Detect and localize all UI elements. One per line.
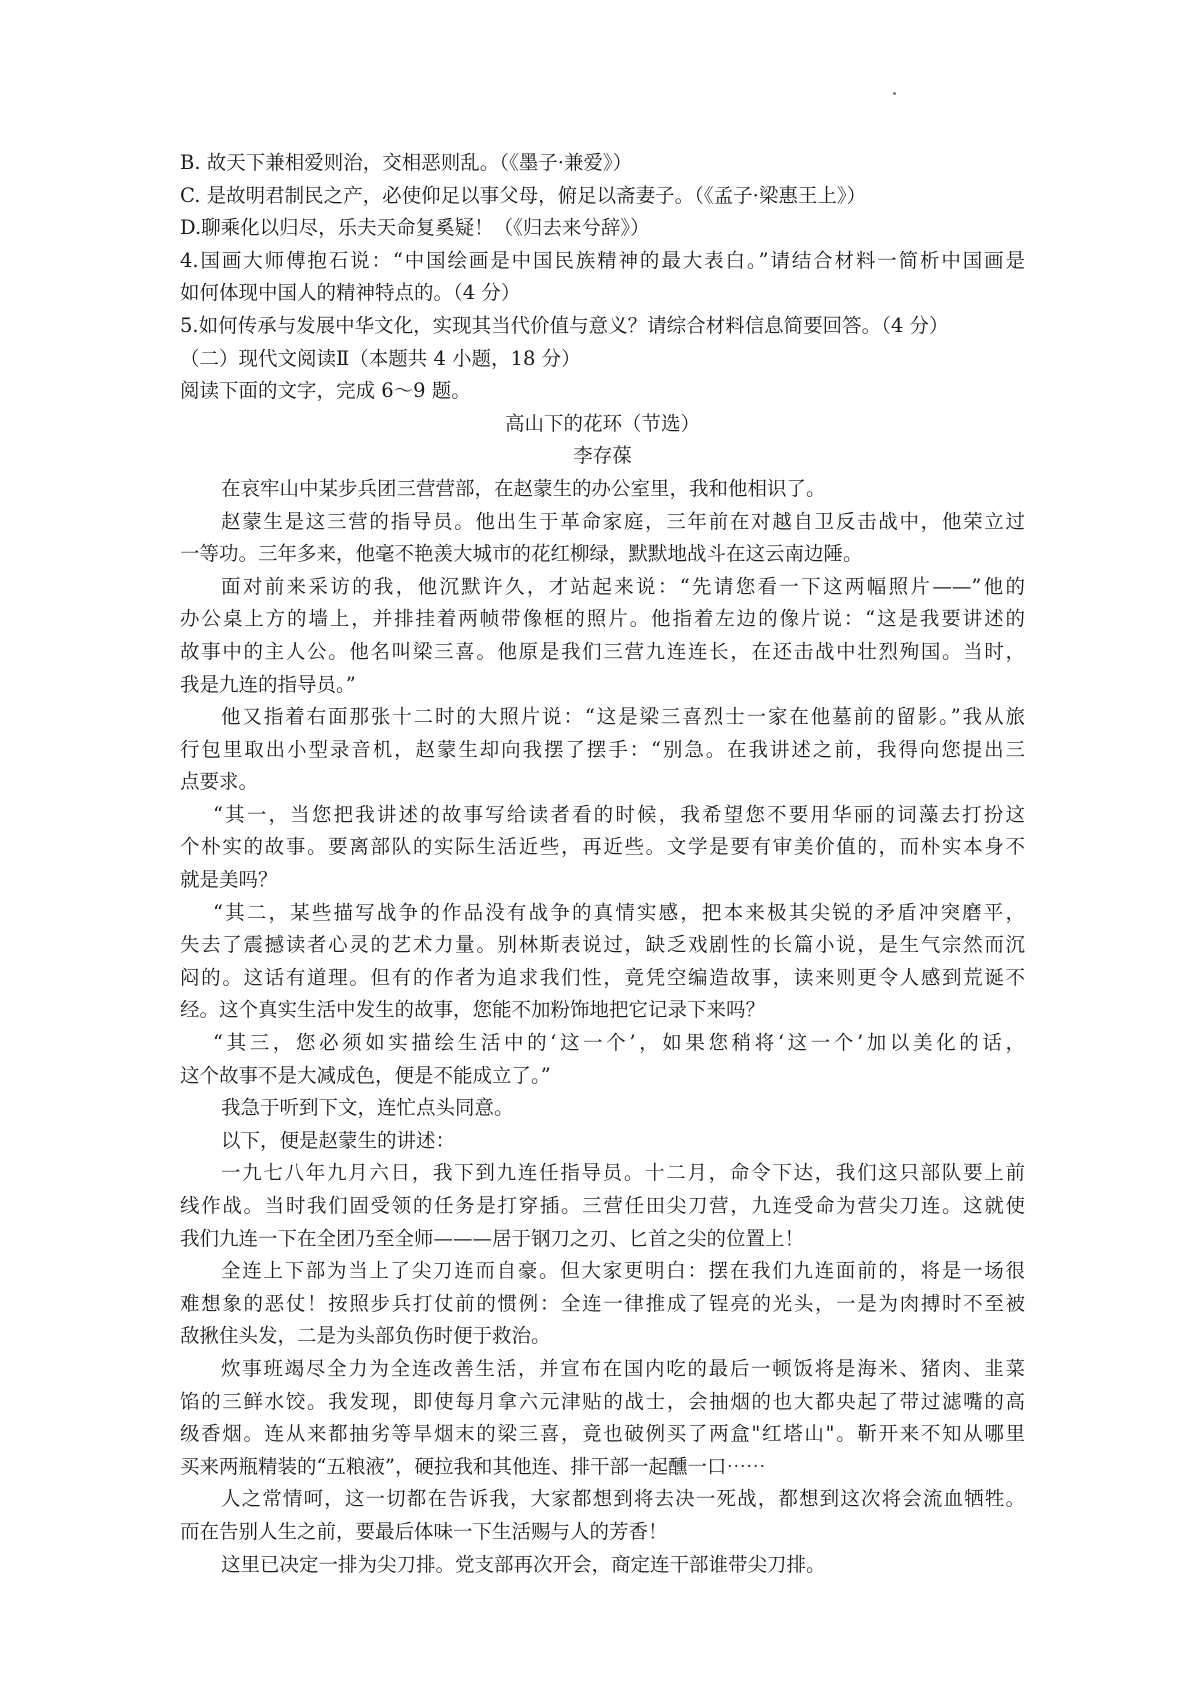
question-4-line-1: 4.国画大师傅抱石说：“中国绘画是中国民族精神的最大表白。”请结合材料一简析中国画是: [180, 248, 1025, 272]
passage-line: 办公桌上方的墙上，并排挂着两帧带像框的照片。他指着左边的像片说：“这是我要讲述的: [180, 607, 1025, 631]
passage-line: 馅的三鲜水饺。我发现，即使每月拿六元津贴的战士，会抽烟的也大都央起了带过滤嘴的高: [180, 1389, 1025, 1413]
passage-line: 一九七八年九月六日，我下到九连任指导员。十二月，命令下达，我们这只部队要上前: [221, 1161, 1025, 1185]
section-heading: （二）现代文阅读Ⅱ（本题共 4 小题，18 分）: [180, 346, 581, 370]
option-d: D.聊乘化以归尽，乐夫天命复奚疑！（《归去来兮辞》）: [180, 216, 650, 240]
passage-line: 行包里取出小型录音机，赵蒙生却向我摆了摆手：“别急。在我讲述之前，我得向您提出三: [180, 737, 1025, 761]
passage-line: 我们九连一下在全团乃至全师———居于钢刀之刃、匕首之尖的位置上！: [180, 1226, 805, 1250]
passage-line: 我急于听到下文，连忙点头同意。: [221, 1096, 514, 1120]
passage-line: 故事中的主人公。他名叫梁三喜。他原是我们三营九连连长，在还击战中壮烈殉国。当时，: [180, 639, 1025, 663]
passage-line: 这个故事不是大减成色，便是不能成立了。”: [180, 1063, 551, 1087]
passage-line: 失去了震撼读者心灵的艺术力量。别林斯表说过，缺乏戏剧性的长篇小说，是生气宗然而沉: [180, 933, 1025, 957]
passage-line: 人之常情呵，这一切都在告诉我，大家都想到将去决一死战，都想到这次将会流血牺牲。: [221, 1487, 1025, 1511]
passage-line: 以下，便是赵蒙生的讲述：: [221, 1128, 456, 1152]
passage-line: 经。这个真实生活中发生的故事，您能不加粉饰地把它记录下来吗？: [180, 998, 766, 1022]
passage-line: 就是美吗？: [180, 868, 278, 892]
option-c: C. 是故明君制民之产，必使仰足以事父母，俯足以斋妻子。（《孟子·梁惠王上》）: [180, 183, 867, 207]
passage-line: 难想象的恶仗！按照步兵打仗前的惯例：全连一律推成了锃亮的光头，一是为肉搏时不至被: [180, 1291, 1025, 1315]
reading-instruction: 阅读下面的文字，完成 6～9 题。: [180, 379, 471, 403]
question-4-line-2: 如何体现中国人的精神特点的。（4 分）: [180, 281, 521, 305]
passage-line: 赵蒙生是这三营的指导员。他出生于革命家庭，三年前在对越自卫反击战中，他荣立过: [221, 509, 1025, 533]
passage-line: “其三，您必须如实描绘生活中的‘这一个’，如果您稍将‘这一个’加以美化的话，: [213, 1031, 1025, 1055]
passage-line: 而在告别人生之前，要最后体味一下生活赐与人的芳香！: [180, 1519, 668, 1543]
passage-line: 闷的。这话有道理。但有的作者为追求我们性，竟凭空编造故事，读来则更令人感到荒诞不: [180, 965, 1025, 989]
passage-line: 我是九连的指导员。”: [180, 672, 356, 696]
scan-dot: [893, 92, 896, 95]
passage-line: 这里已决定一排为尖刀排。党支部再次开会，商定连干部谁带尖刀排。: [221, 1552, 826, 1576]
passage-text: [180, 473, 1025, 1581]
passage-title: 高山下的花环（节选）: [504, 411, 700, 435]
passage-line: 一等功。三年多来，他毫不艳羡大城市的花红柳绿，默默地战斗在这云南边陲。: [180, 542, 863, 566]
passage-line: 点要求。: [180, 770, 259, 794]
passage-author: 李存葆: [573, 444, 632, 468]
passage-line: 全连上下部为当上了尖刀连而自豪。但大家更明白：摆在我们九连面前的，将是一场很: [221, 1259, 1025, 1283]
option-b: B. 故天下兼相爱则治，交相恶则乱。（《墨子·兼爱》）: [180, 151, 633, 174]
passage-line: 级香烟。连从来都抽劣等旱烟末的梁三喜，竟也破例买了两盒"红塔山"。靳开来不知从哪里: [180, 1422, 1025, 1446]
passage-line: “其二，某些描写战争的作品没有战争的真情实感，把本来极其尖锐的矛盾冲突磨平，: [213, 900, 1025, 924]
passage-line: 线作战。当时我们固受领的任务是打穿插。三营任田尖刀营，九连受命为营尖刀连。这就使: [180, 1194, 1025, 1217]
passage-line: 在哀牢山中某步兵团三营营部，在赵蒙生的办公室里，我和他相识了。: [221, 476, 826, 500]
passage-line: 他又指着右面那张十二时的大照片说：“这是梁三喜烈士一家在他墓前的留影。”我从旅: [221, 705, 1025, 729]
passage-line: 买来两瓶精装的“五粮液”，硬拉我和其他连、排干部一起醺一口⋯⋯: [180, 1454, 766, 1478]
passage-line: 个朴实的故事。要离部队的实际生活近些，再近些。文学是要有审美价值的，而朴实本身不: [180, 835, 1025, 859]
passage-line: “其一，当您把我讲述的故事写给读者看的时候，我希望您不要用华丽的词藻去打扮这: [213, 802, 1025, 826]
passage-line: 敌揪住头发，二是为头部负伤时便于救治。: [180, 1324, 551, 1348]
passage-line: 面对前来采访的我，他沉默许久，才站起来说：“先请您看一下这两幅照片——”他的: [221, 574, 1025, 598]
passage-line: 炊事班竭尽全力为全连改善生活，并宣布在国内吃的最后一顿饭将是海米、猪肉、韭菜: [221, 1356, 1025, 1380]
document-body: [180, 147, 1025, 1581]
question-5: 5.如何传承与发展中华文化，实现其当代价值与意义？请综合材料信息简要回答。（4 分）: [180, 313, 949, 337]
